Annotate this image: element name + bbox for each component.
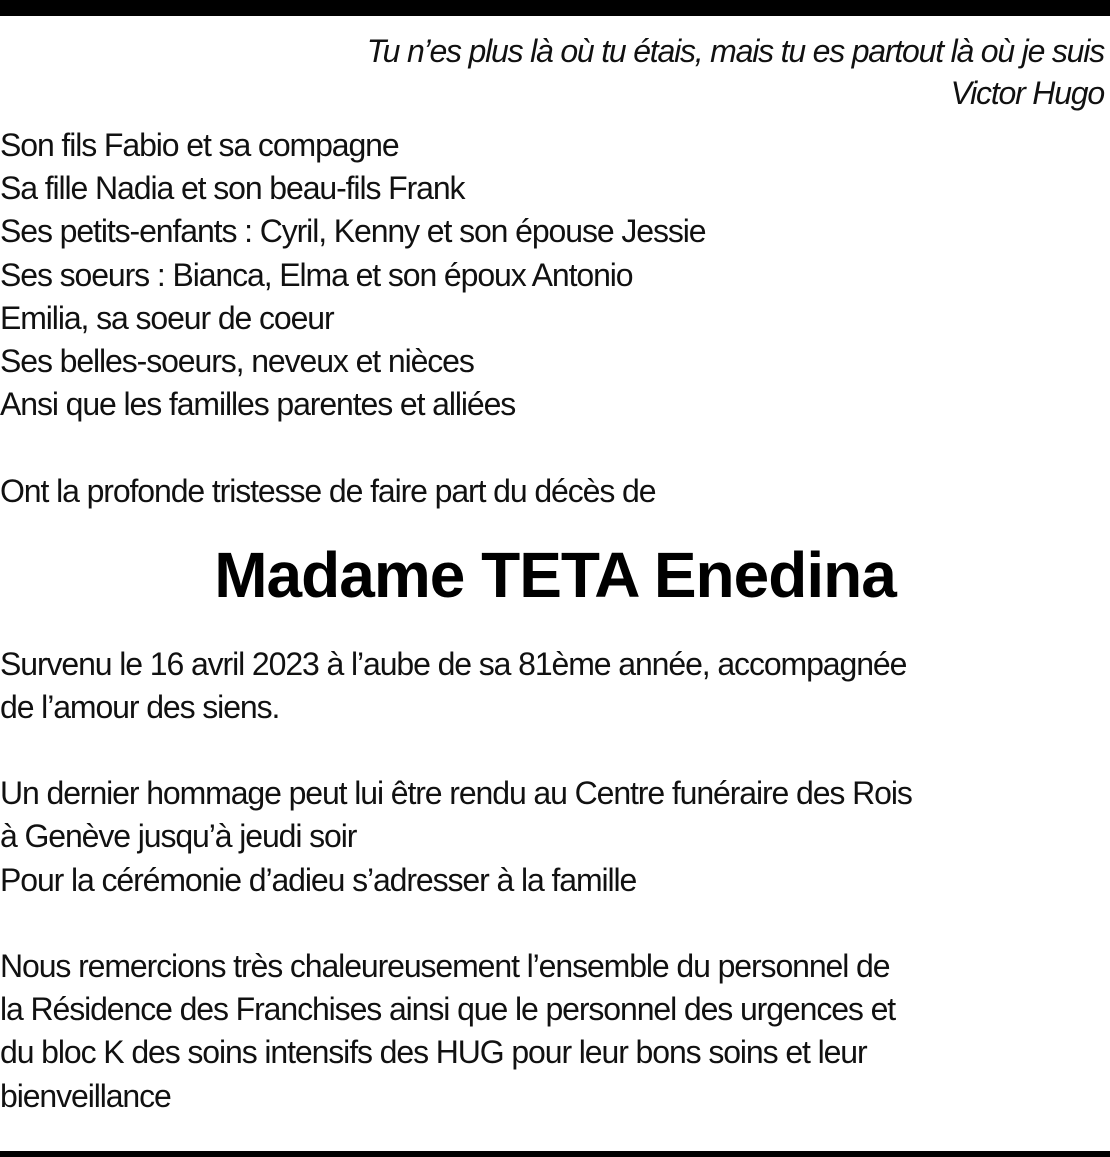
spacer <box>0 426 1110 469</box>
top-border-rule <box>0 0 1110 16</box>
thanks-paragraph <box>0 945 1110 1118</box>
family-line: Ses soeurs : Bianca, Elma et son époux Antonio <box>0 256 633 293</box>
tribute-line: Pour la cérémonie d’adieu s’adresser à la famille <box>0 861 637 898</box>
family-line: Ses belles-soeurs, neveux et nièces <box>0 342 474 379</box>
family-line: Sa fille Nadia et son beau-fils Frank <box>0 170 465 207</box>
announcement-text: Ont la profonde tristesse de faire part du décès de <box>0 472 656 509</box>
family-list <box>0 124 1110 426</box>
bottom-border-rule <box>0 1151 1110 1157</box>
tribute-paragraph <box>0 772 1110 902</box>
spacer <box>0 729 1110 772</box>
family-line: Ses petits-enfants : Cyril, Kenny et son épouse Jessie <box>0 213 706 250</box>
quote-text: Tu n’es plus là où tu étais, mais tu es partout là où je suis <box>366 33 1104 69</box>
family-line: Ansi que les familles parentes et alliées <box>0 386 516 423</box>
family-line: Emilia, sa soeur de coeur <box>0 299 334 336</box>
deceased-name-heading: Madame TETA Enedina <box>214 538 896 611</box>
epigraph-quote <box>367 30 1104 114</box>
death-notice-line: de l’amour des siens. <box>0 688 280 725</box>
family-line: Son fils Fabio et sa compagne <box>0 127 399 163</box>
death-notice-paragraph <box>0 643 1110 729</box>
spacer <box>0 902 1110 945</box>
thanks-line: Nous remercions très chaleureusement l’ensemble du personnel de <box>0 948 890 984</box>
tribute-line: à Genève jusqu’à jeudi soir <box>0 818 357 855</box>
thanks-line: bienveillance <box>0 1077 171 1114</box>
thanks-line: la Résidence des Franchises ainsi que le personnel des urgences et <box>0 991 896 1028</box>
obituary-body <box>0 124 1110 1118</box>
quote-author: Victor Hugo <box>950 75 1104 111</box>
death-notice-line: Survenu le 16 avril 2023 à l’aube de sa 81ème année, accompagnée <box>0 645 907 682</box>
tribute-line: Un dernier hommage peut lui être rendu au Centre funéraire des Rois <box>0 775 912 812</box>
thanks-line: du bloc K des soins intensifs des HUG pour leur bons soins et leur <box>0 1034 867 1071</box>
